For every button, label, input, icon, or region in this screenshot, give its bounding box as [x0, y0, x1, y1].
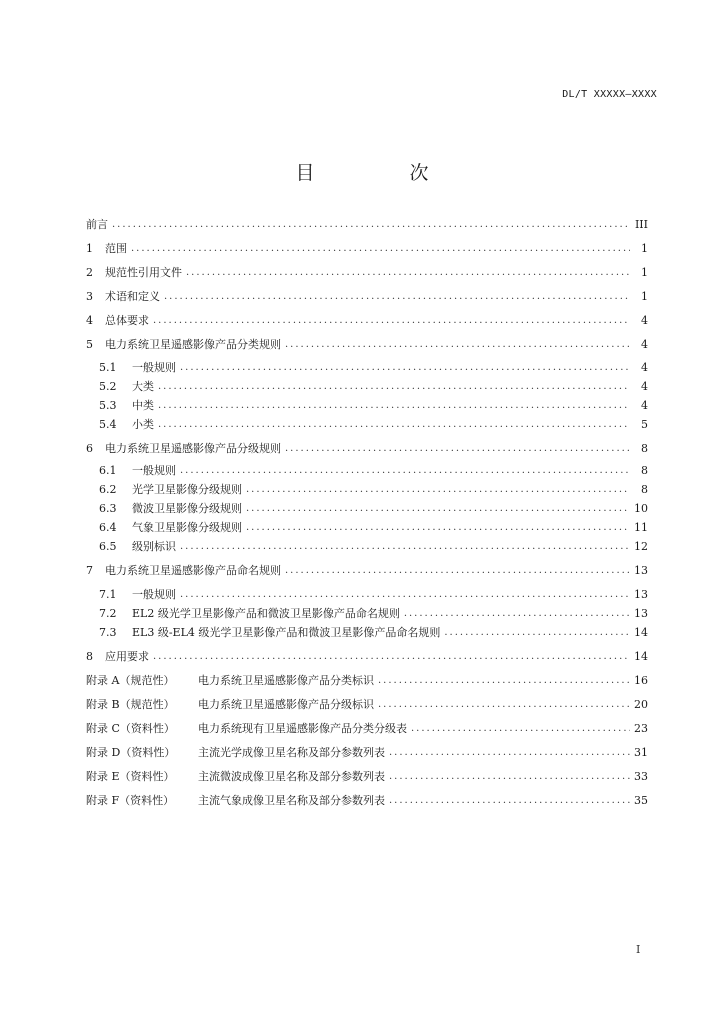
toc-entry-page: 12 — [634, 539, 648, 553]
toc-dot-leader — [180, 465, 630, 476]
toc-entry[interactable] — [99, 378, 648, 394]
toc-entry-page: 33 — [634, 769, 648, 783]
toc-entry-page: 4 — [641, 337, 648, 351]
toc-dot-leader — [153, 315, 630, 326]
toc-entry-page: 4 — [641, 398, 648, 412]
toc-dot-leader — [186, 267, 630, 278]
toc-entry-page: 20 — [634, 697, 648, 711]
toc-entry[interactable] — [99, 538, 648, 554]
toc-entry-label: 电力系统卫星遥感影像产品分类规则 — [105, 338, 281, 351]
toc-entry-number: 6.2 — [99, 482, 117, 496]
toc-entry-number: 7.2 — [99, 606, 117, 620]
toc-entry-label: 中类 — [132, 399, 154, 412]
toc-entry-page: 4 — [641, 360, 648, 374]
toc-entry-number: 5.4 — [99, 417, 117, 431]
toc-entry-number: 附录 C（资料性） — [86, 722, 175, 735]
toc-entry-number: 3 — [86, 289, 93, 303]
toc-dot-leader — [246, 503, 630, 514]
toc-dot-leader — [112, 219, 630, 230]
toc-entry-page: 13 — [634, 587, 648, 601]
toc-entry[interactable] — [99, 462, 648, 478]
toc-entry[interactable] — [86, 240, 648, 256]
toc-entry-label: EL2 级光学卫星影像产品和微波卫星影像产品命名规则 — [132, 607, 400, 620]
toc-entry-page: 35 — [634, 793, 648, 807]
toc-dot-leader — [285, 565, 630, 576]
toc-entry-label: EL3 级-EL4 级光学卫星影像产品和微波卫星影像产品命名规则 — [132, 626, 441, 639]
toc-entry[interactable] — [99, 481, 648, 497]
toc-entry[interactable] — [86, 768, 648, 784]
toc-entry[interactable] — [86, 336, 648, 352]
toc-dot-leader — [378, 675, 630, 686]
toc-entry-number: 5.2 — [99, 379, 117, 393]
toc-entry-number: 附录 E（资料性） — [86, 770, 175, 783]
document-code: DL/T XXXXX—XXXX — [562, 89, 657, 100]
toc-entry-label: 一般规则 — [132, 361, 176, 374]
toc-entry-number: 附录 F（资料性） — [86, 794, 175, 807]
toc-dot-leader — [389, 795, 630, 806]
toc-entry-number: 5 — [86, 337, 93, 351]
toc-entry-page: 13 — [634, 606, 648, 620]
toc-dot-leader — [285, 339, 630, 350]
toc-entry-label: 应用要求 — [105, 650, 149, 663]
toc-entry[interactable] — [99, 586, 648, 602]
toc-entry-label: 术语和定义 — [105, 290, 160, 303]
toc-entry-page: 23 — [634, 721, 648, 735]
toc-dot-leader — [180, 589, 630, 600]
toc-dot-leader — [180, 541, 630, 552]
toc-dot-leader — [153, 651, 630, 662]
toc-entry[interactable] — [86, 288, 648, 304]
toc-entry-number: 6.1 — [99, 463, 117, 477]
toc-entry-label: 小类 — [132, 418, 154, 431]
toc-entry-label: 前言 — [86, 218, 108, 231]
toc-entry-page: 8 — [641, 441, 648, 455]
toc-entry-number: 6.4 — [99, 520, 117, 534]
toc-entry-number: 2 — [86, 265, 93, 279]
toc-entry-page: 1 — [641, 289, 648, 303]
toc-entry-number: 5.1 — [99, 360, 117, 374]
toc-entry[interactable] — [86, 562, 648, 578]
toc-entry[interactable] — [99, 416, 648, 432]
page-title: 目 次 — [295, 162, 467, 184]
toc-entry-page: 31 — [634, 745, 648, 759]
toc-dot-leader — [158, 419, 630, 430]
toc-entry[interactable] — [86, 720, 648, 736]
toc-entry-label: 电力系统卫星遥感影像产品命名规则 — [105, 564, 281, 577]
toc-dot-leader — [131, 243, 630, 254]
toc-entry-number: 6.3 — [99, 501, 117, 515]
toc-entry-page: 4 — [641, 313, 648, 327]
toc-dot-leader — [444, 627, 630, 638]
toc-entry-page: 4 — [641, 379, 648, 393]
toc-entry-label: 电力系统现有卫星遥感影像产品分类分级表 — [198, 722, 407, 735]
toc-entry-number: 附录 B（规范性） — [86, 698, 175, 711]
toc-entry-label: 电力系统卫星遥感影像产品分级规则 — [105, 442, 281, 455]
toc-entry-label: 电力系统卫星遥感影像产品分级标识 — [198, 698, 374, 711]
toc-entry-page: 8 — [641, 463, 648, 477]
toc-entry[interactable] — [86, 648, 648, 664]
toc-entry-page: 16 — [634, 673, 648, 687]
toc-entry-number: 5.3 — [99, 398, 117, 412]
toc-entry-number: 附录 A（规范性） — [86, 674, 175, 687]
toc-entry-page: 13 — [634, 563, 648, 577]
toc-entry-label: 规范性引用文件 — [105, 266, 182, 279]
toc-entry-number: 6 — [86, 441, 93, 455]
toc-entry[interactable] — [86, 696, 648, 712]
toc-entry-page: 1 — [641, 241, 648, 255]
toc-entry-number: 4 — [86, 313, 93, 327]
toc-entry-number: 1 — [86, 241, 93, 255]
toc-entry-number: 6.5 — [99, 539, 117, 553]
toc-entry[interactable] — [86, 264, 648, 280]
toc-entry[interactable] — [99, 624, 648, 640]
toc-dot-leader — [378, 699, 630, 710]
toc-dot-leader — [158, 381, 630, 392]
toc-entry[interactable] — [99, 519, 648, 535]
toc-dot-leader — [246, 522, 630, 533]
toc-entry-label: 总体要求 — [105, 314, 149, 327]
toc-entry[interactable] — [99, 605, 648, 621]
footer-page-number: I — [636, 943, 641, 956]
toc-entry-label: 一般规则 — [132, 464, 176, 477]
toc-dot-leader — [246, 484, 630, 495]
toc-entry-label: 一般规则 — [132, 588, 176, 601]
toc-dot-leader — [158, 400, 630, 411]
toc-entry[interactable] — [99, 397, 648, 413]
toc-entry-number: 7.3 — [99, 625, 117, 639]
toc-entry-page: 8 — [641, 482, 648, 496]
toc-entry[interactable] — [86, 216, 648, 232]
toc-entry-page: 11 — [634, 520, 648, 534]
toc-entry-page: III — [634, 217, 648, 231]
toc-entry-number: 7 — [86, 563, 93, 577]
toc-entry-number: 附录 D（资料性） — [86, 746, 176, 759]
toc-dot-leader — [411, 723, 630, 734]
toc-entry-page: 14 — [634, 625, 648, 639]
toc-entry-label: 主流微波成像卫星名称及部分参数列表 — [198, 770, 385, 783]
toc-dot-leader — [285, 443, 630, 454]
toc-entry-label: 光学卫星影像分级规则 — [132, 483, 242, 496]
toc-entry[interactable] — [86, 792, 648, 808]
toc-dot-leader — [180, 362, 630, 373]
toc-entry-page: 5 — [641, 417, 648, 431]
toc-entry[interactable] — [99, 500, 648, 516]
toc-entry-page: 1 — [641, 265, 648, 279]
toc-entry-label: 范围 — [105, 242, 127, 255]
toc-entry-number: 7.1 — [99, 587, 117, 601]
toc-entry-label: 大类 — [132, 380, 154, 393]
toc-entry-label: 气象卫星影像分级规则 — [132, 521, 242, 534]
toc-entry-page: 10 — [634, 501, 648, 515]
toc-entry-label: 电力系统卫星遥感影像产品分类标识 — [198, 674, 374, 687]
toc-entry-label: 主流光学成像卫星名称及部分参数列表 — [198, 746, 385, 759]
toc-entry[interactable] — [86, 672, 648, 688]
toc-dot-leader — [164, 291, 630, 302]
toc-entry-label: 微波卫星影像分级规则 — [132, 502, 242, 515]
toc-entry-label: 主流气象成像卫星名称及部分参数列表 — [198, 794, 385, 807]
toc-dot-leader — [404, 608, 630, 619]
toc-dot-leader — [389, 747, 630, 758]
toc-entry[interactable] — [86, 312, 648, 328]
toc-entry[interactable] — [99, 359, 648, 375]
toc-entry-page: 14 — [634, 649, 648, 663]
toc-entry-number: 8 — [86, 649, 93, 663]
toc-entry[interactable] — [86, 744, 648, 760]
toc-entry-label: 级别标识 — [132, 540, 176, 553]
toc-dot-leader — [389, 771, 630, 782]
toc-entry[interactable] — [86, 440, 648, 456]
